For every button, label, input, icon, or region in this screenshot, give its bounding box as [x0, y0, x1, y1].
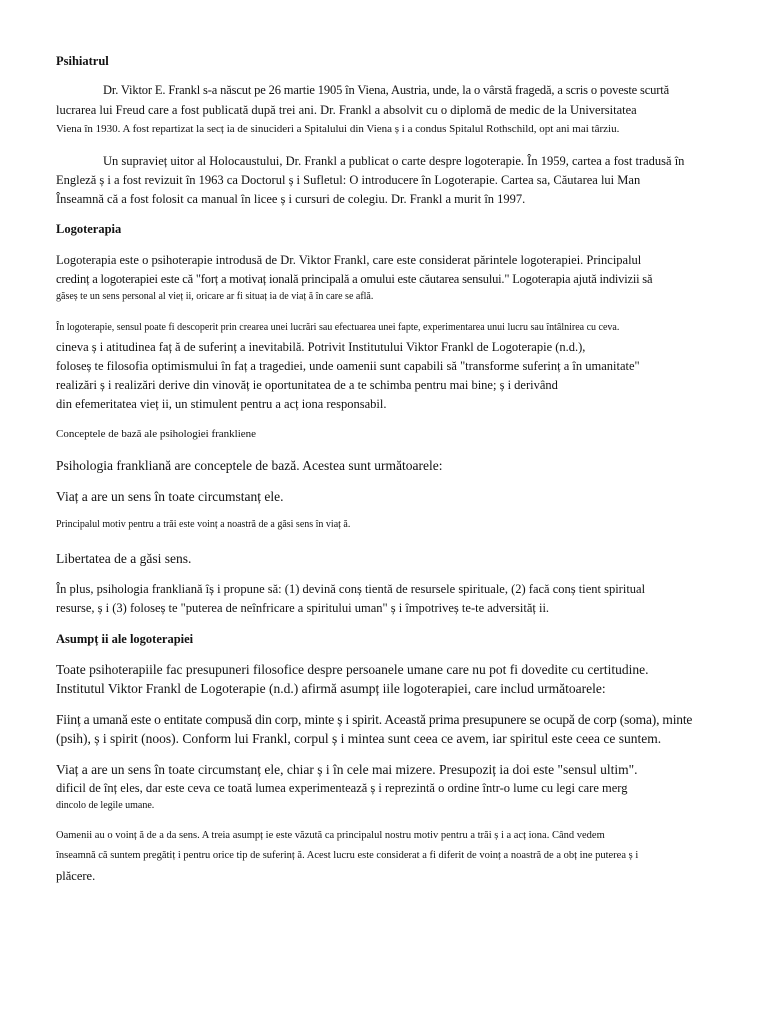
- paragraph-line: credinț a logoterapiei este că "forț a motivaț ională principală a omului este căutarea sensului." Logoterapia ajută indivizii să: [56, 272, 653, 286]
- paragraph-line: resurse, ș i (3) foloseș te "puterea de neînfricare a spiritului uman" ș i împotriveș te-te adversităț ii.: [56, 601, 550, 615]
- paragraph-line: dincolo de legile umane.: [56, 800, 155, 811]
- paragraph-line: Înseamnă că a fost folosit ca manual în licee ș i cursuri de colegiu. Dr. Frankl a murit în 1997.: [56, 192, 526, 206]
- paragraph-line: foloseș te filosofia optimismului în faț a tragediei, unde oamenii sunt capabili să "transforme suferinț a în umanitate": [56, 359, 640, 373]
- paragraph-line: Ființ a umană este o entitate compusă din corp, minte ș i spirit. Această prima presupunere se ocupă de corp (soma), minte: [56, 712, 693, 727]
- section-heading: Logoterapia: [56, 222, 122, 236]
- paragraph-line: În logoterapie, sensul poate fi descoperit prin crearea unei lucrări sau efectuarea unei fapte, experimentarea unui lucru sau întâlnirea cu ceva.: [56, 322, 620, 333]
- paragraph-line: Logoterapia este o psihoterapie introdusă de Dr. Viktor Frankl, care este considerat părintele logoterapiei. Principalul: [56, 253, 642, 267]
- paragraph-line: Oamenii au o voinț ă de a da sens. A treia asumpț ie este văzută ca principalul nostru motiv pentru a trăi ș i a acț iona. Când vedem: [56, 830, 605, 841]
- section-heading: Asumpț ii ale logoterapiei: [56, 632, 194, 646]
- paragraph-line: Dr. Viktor E. Frankl s-a născut pe 26 martie 1905 în Viena, Austria, unde, la o vârstă fragedă, a scris o poveste scurtă: [103, 83, 669, 97]
- paragraph-line: Un supravieț uitor al Holocaustului, Dr. Frankl a publicat o carte despre logoterapie. În 1959, cartea a fost tradusă în: [103, 154, 685, 168]
- paragraph-line: găseș te un sens personal al vieț ii, oricare ar fi situaț ia de viaț ă în care se află.: [56, 291, 374, 302]
- paragraph-line: din efemeritatea vieț ii, un stimulent pentru a acț iona responsabil.: [56, 397, 387, 411]
- paragraph-line: înseamnă că suntem pregătiț i pentru orice tip de suferinț ă. Acest lucru este considerat a fi diferit de voinț a noastră de a obț ine puterea ș i: [56, 850, 639, 861]
- paragraph-line: cineva ș i atitudinea faț ă de suferinț a inevitabilă. Potrivit Institutului Viktor Frankl de Logoterapie (n.d.),: [56, 340, 586, 354]
- paragraph-line: dificil de înț eles, dar este ceva ce toată lumea experimentează ș i reprezintă o ordine într-o lume cu legi care merg: [56, 781, 628, 795]
- paragraph-line: Libertatea de a găsi sens.: [56, 551, 192, 566]
- section-heading: Psihiatrul: [56, 54, 109, 68]
- paragraph-line: realizări ș i realizări derive din vinovăț ie oportunitatea de a te schimba pentru mai bine; ș i derivând: [56, 378, 558, 392]
- paragraph-line: (psih), ș i spirit (noos). Conform lui Frankl, corpul ș i mintea sunt ceea ce avem, iar spiritul este ceea ce suntem.: [56, 731, 662, 746]
- paragraph-line: Principalul motiv pentru a trăi este voinț a noastră de a găsi sens în viaț ă.: [56, 519, 351, 530]
- paragraph-line: plăcere.: [56, 869, 96, 883]
- paragraph-line: Psihologia frankliană are conceptele de bază. Acestea sunt următoarele:: [56, 458, 443, 473]
- paragraph-line: Engleză ș i a fost revizuit în 1963 ca Doctorul ș i Sufletul: O introducere în Logoterapie. Cartea sa, Căutarea lui Man: [56, 173, 641, 187]
- paragraph-line: Viaț a are un sens în toate circumstanț ele.: [56, 489, 284, 504]
- section-heading: Conceptele de bază ale psihologiei frankliene: [56, 428, 257, 440]
- paragraph-line: lucrarea lui Freud care a fost publicată după trei ani. Dr. Frankl a absolvit cu o diplomă de medic de la Universitatea: [56, 103, 637, 117]
- paragraph-line: Institutul Viktor Frankl de Logoterapie (n.d.) afirmă asumpț iile logoterapiei, care includ următoarele:: [56, 681, 606, 696]
- paragraph-line: În plus, psihologia frankliană îș i propune să: (1) devină conș tientă de resursele spirituale, (2) facă conș tient spiritual: [56, 582, 646, 596]
- paragraph-line: Viena în 1930. A fost repartizat la secț ia de sinucideri a Spitalului din Viena ș i a condus Spitalul Rothschild, opt ani mai târziu.: [56, 123, 620, 135]
- paragraph-line: Toate psihoterapiile fac presupuneri filosofice despre persoanele umane care nu pot fi dovedite cu certitudine.: [56, 662, 649, 677]
- paragraph-line: Viaț a are un sens în toate circumstanț ele, chiar ș i în cele mai mizere. Presupoziț ia doi este "sensul ultim".: [56, 762, 638, 777]
